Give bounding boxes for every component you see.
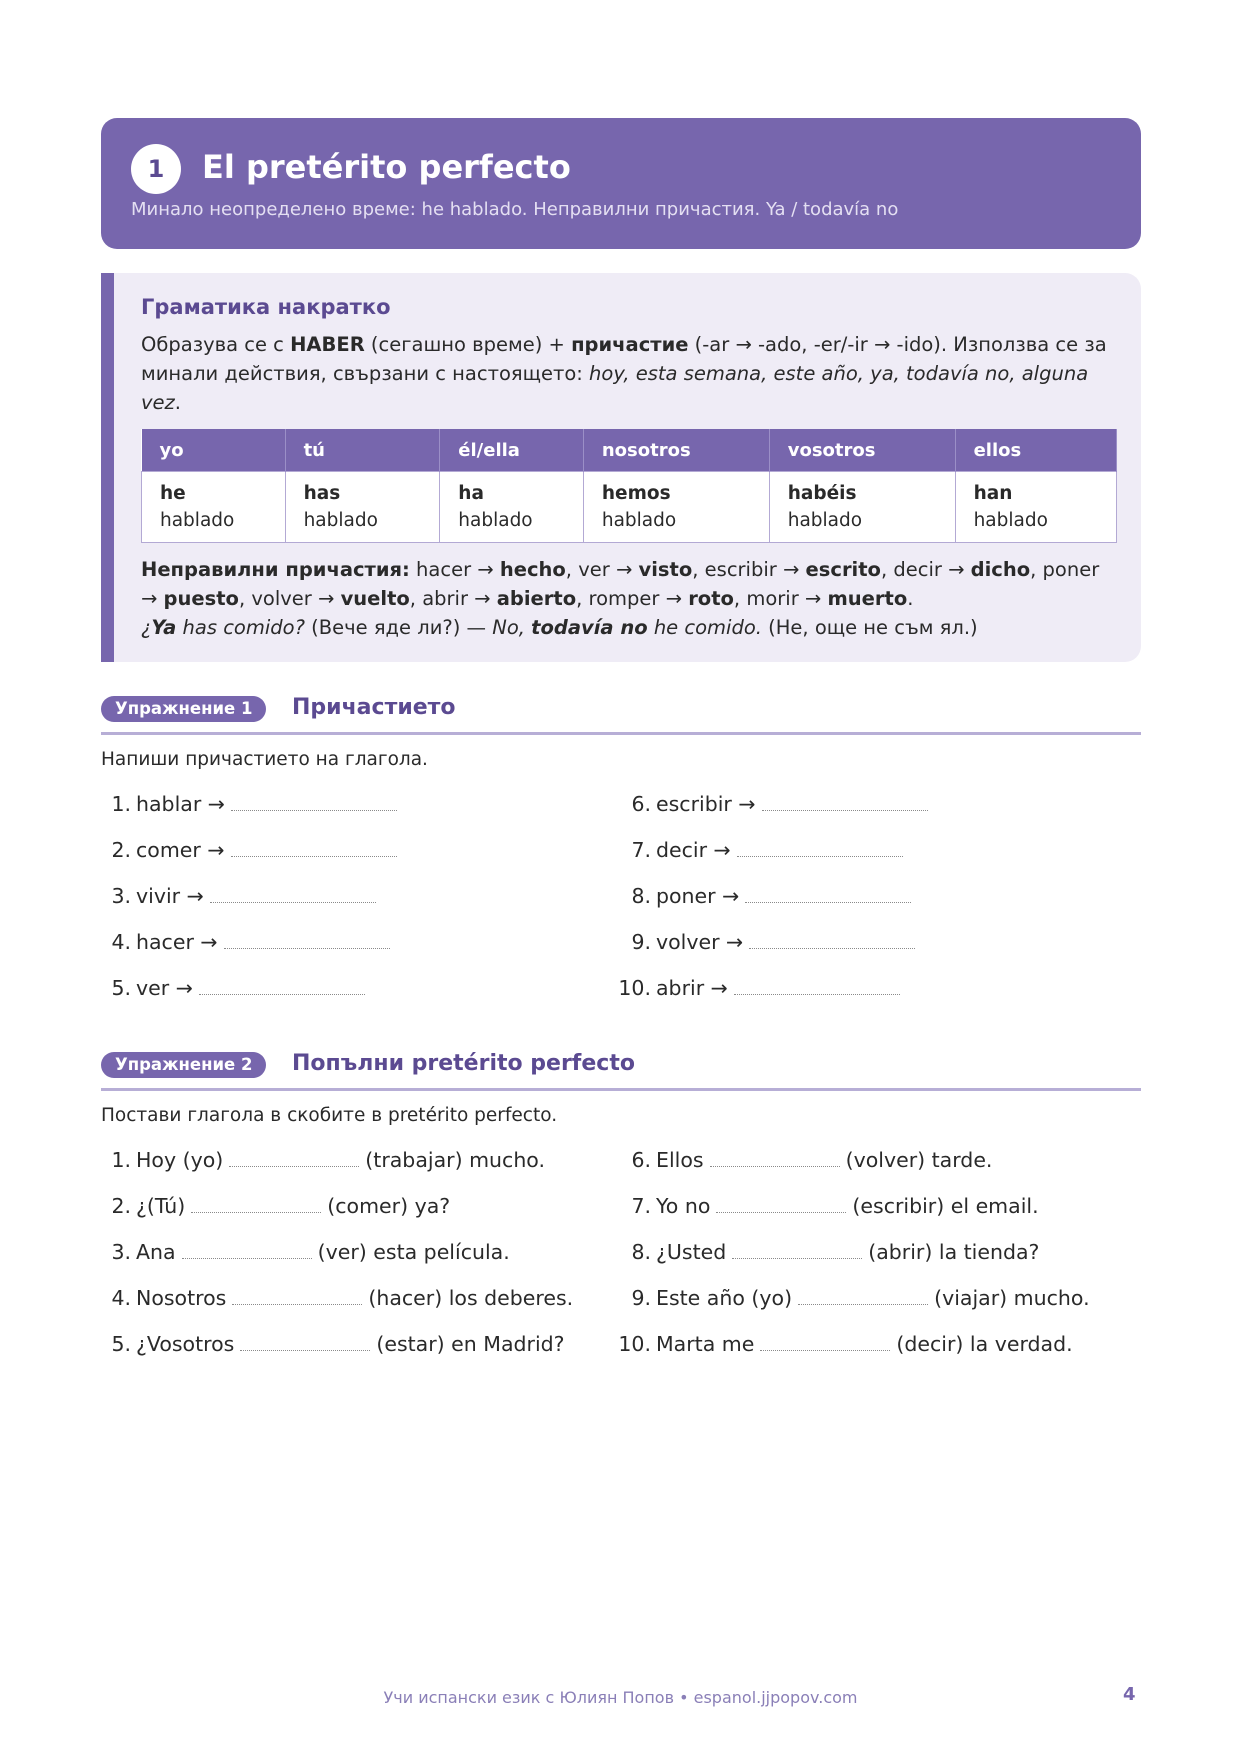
item-verb: escribir → [656,792,756,816]
irregular-infinitive: escribir [704,558,777,581]
irregular-participle: puesto [163,587,239,610]
example-translation: (Вече яде ли?) — [304,616,493,639]
exercise-2-title: Попълни pretérito perfecto [292,1051,635,1076]
item-number: 9. [631,930,651,954]
page-number: 4 [1123,1684,1136,1705]
lesson-number: 1 [131,144,181,194]
participle-form: hablado [160,510,235,531]
item-sentence-start: Este año (yo) [656,1286,793,1310]
grammar-intro [141,330,1114,417]
participle-form: hablado [458,510,533,531]
exercise-item [618,1329,1141,1375]
exercise-item [621,1237,1141,1283]
intro-text: (-ar → -ado, -er/-ir → -ido). Използва се за минали действия, свързани с настоящето: [141,333,1107,385]
item-sentence-start: ¿Vosotros [136,1332,235,1356]
worksheet-page [101,118,1141,1375]
item-sentence-end: (volver) tarde. [845,1148,993,1172]
answer-blank[interactable] [210,884,376,903]
item-verb: ver → [136,976,193,1000]
item-sentence-end: (ver) esta película. [317,1240,510,1264]
item-sentence-end: (escribir) el email. [852,1194,1039,1218]
conjugation-cell [440,472,584,543]
pronoun-header: ellos [955,429,1116,472]
pronoun-header: él/ella [440,429,584,472]
pronoun-header: tú [285,429,440,472]
irregular-infinitive: decir [893,558,942,581]
grammar-box [101,273,1141,662]
conjugation-cell [142,472,286,543]
participle-form: hablado [787,510,863,531]
exercise-1-right-column [618,789,1141,1019]
example-text: No, [492,616,532,639]
exercise-2-instruction: Постави глагола в скобите в pretérito perfecto. [101,1105,558,1126]
example-text: ¿ [141,616,152,639]
answer-blank[interactable] [231,792,397,811]
answer-blank[interactable] [737,838,903,857]
item-number: 1. [111,792,131,816]
exercise-item [621,1283,1141,1329]
irregular-infinitive: poner [1042,558,1100,581]
item-sentence-start: Ana [136,1240,176,1264]
item-number: 2. [111,1194,131,1218]
answer-blank[interactable] [732,1240,862,1259]
answer-blank[interactable] [232,1286,362,1305]
answer-blank[interactable] [745,884,911,903]
item-number: 10. [618,976,651,1000]
irregular-list: hacer → hecho, ver → visto, escribir → escrito, decir → dicho, poner → puesto, volver → vuelto, abrir → abierto, romper → roto, morir → muerto. [141,558,1100,610]
exercise-item [621,881,1141,927]
conjugation-table [141,429,1117,543]
exercise-1-instruction: Напиши причастието на глагола. [101,749,428,770]
item-number: 8. [631,884,651,908]
aux-form: hemos [601,483,671,504]
item-number: 6. [631,1148,651,1172]
irregular-infinitive: ver [578,558,610,581]
item-verb: vivir → [136,884,204,908]
intro-text: Образува се с [141,333,291,356]
irregular-infinitive: volver [251,587,312,610]
exercise-1-badge: Упражнение 1 [101,696,266,722]
item-number: 5. [111,976,131,1000]
item-verb: hablar → [136,792,225,816]
footer-text: Учи испански език с Юлиян Попов • espanol.jjpopov.com [383,1688,858,1707]
exercise-item [101,1329,621,1375]
item-sentence-end: (hacer) los deberes. [368,1286,574,1310]
item-verb: abrir → [656,976,728,1000]
item-number: 6. [631,792,651,816]
answer-blank[interactable] [760,1332,890,1351]
answer-blank[interactable] [716,1194,846,1213]
item-sentence-start: Ellos [656,1148,704,1172]
item-sentence-start: ¿Usted [656,1240,727,1264]
irregular-label: Неправилни причастия: [141,558,410,581]
answer-blank[interactable] [224,930,390,949]
irregular-participle: vuelto [340,587,410,610]
pronoun-header: vosotros [769,429,955,472]
item-sentence-start: Yo no [656,1194,711,1218]
item-sentence-start: ¿(Tú) [136,1194,186,1218]
item-sentence-end: (trabajar) mucho. [365,1148,546,1172]
participle-form: hablado [303,510,378,531]
answer-blank[interactable] [229,1148,359,1167]
participle-form: hablado [973,510,1048,531]
item-verb: hacer → [136,930,218,954]
answer-blank[interactable] [798,1286,928,1305]
conjugation-cell [583,472,769,543]
exercise-item [618,973,1141,1019]
irregular-participle: dicho [970,558,1031,581]
item-number: 4. [111,930,131,954]
answer-blank[interactable] [734,976,900,995]
ya-todavia-example [141,613,1114,642]
exercise-item [101,1191,621,1237]
pronoun-header: nosotros [583,429,769,472]
exercise-item [101,1283,621,1329]
answer-blank[interactable] [182,1240,312,1259]
exercise-1-title: Причастието [292,695,456,720]
exercise-2-items [101,1145,1141,1375]
exercise-item [101,835,621,881]
answer-blank[interactable] [199,976,365,995]
conjugation-cell [955,472,1116,543]
answer-blank[interactable] [191,1194,321,1213]
answer-blank[interactable] [762,792,928,811]
item-number: 8. [631,1240,651,1264]
exercise-item [621,789,1141,835]
answer-blank[interactable] [749,930,915,949]
aux-form: han [973,483,1013,504]
item-number: 7. [631,1194,651,1218]
item-verb: decir → [656,838,731,862]
item-number: 2. [111,838,131,862]
intro-text: (сегашно време) + [364,333,572,356]
irregular-infinitive: romper [588,587,660,610]
item-sentence-end: (comer) ya? [327,1194,451,1218]
intro-italic-markers: hoy, esta semana, este año, ya, todavía no, alguna vez [141,362,1089,414]
item-number: 3. [111,884,131,908]
exercise-item [101,789,621,835]
item-sentence-start: Marta me [656,1332,755,1356]
item-verb: volver → [656,930,744,954]
irregular-participle: muerto [827,587,908,610]
exercise-1-left-column [101,789,621,1019]
example-bold: todavía no [531,616,648,639]
irregular-participle: abierto [496,587,577,610]
exercise-2-left-column [101,1145,621,1375]
item-sentence-start: Nosotros [136,1286,227,1310]
item-number: 4. [111,1286,131,1310]
exercise-item [101,973,621,1019]
exercise-item [621,927,1141,973]
lesson-title: El pretérito perfecto [202,148,571,186]
intro-bold-participle: причастие [571,333,689,356]
example-text: has comido? [176,616,305,639]
irregular-infinitive: hacer [416,558,472,581]
exercise-item [621,1145,1141,1191]
conjugation-cell [769,472,955,543]
exercise-item [621,1191,1141,1237]
conjugation-cell [285,472,440,543]
irregular-participle: hecho [499,558,566,581]
irregular-participles [141,555,1114,613]
item-number: 1. [111,1148,131,1172]
exercise-item [101,1237,621,1283]
irregular-participle: escrito [805,558,881,581]
example-translation: (Не, още не съм ял.) [761,616,978,639]
item-number: 10. [618,1332,651,1356]
aux-form: ha [458,483,484,504]
answer-blank[interactable] [240,1332,370,1351]
item-sentence-start: Hoy (yo) [136,1148,224,1172]
exercise-item [621,835,1141,881]
aux-form: has [303,483,341,504]
answer-blank[interactable] [231,838,397,857]
exercise-2-right-column [618,1145,1141,1375]
exercise-1-header [101,692,1141,735]
lesson-header [101,118,1141,249]
aux-form: he [160,483,186,504]
exercise-item [101,881,621,927]
irregular-infinitive: morir [746,587,799,610]
item-sentence-end: (estar) en Madrid? [376,1332,565,1356]
item-number: 7. [631,838,651,862]
exercise-2-badge: Упражнение 2 [101,1052,266,1078]
irregular-infinitive: abrir [422,587,468,610]
item-verb: comer → [136,838,225,862]
intro-bold-haber: HABER [290,333,365,356]
answer-blank[interactable] [710,1148,840,1167]
exercise-2-header [101,1048,1141,1091]
irregular-participle: roto [688,587,734,610]
item-number: 9. [631,1286,651,1310]
exercise-item [101,1145,621,1191]
item-verb: poner → [656,884,740,908]
pronoun-header: yo [142,429,286,472]
item-number: 3. [111,1240,131,1264]
example-bold: Ya [151,616,177,639]
item-sentence-end: (abrir) la tienda? [868,1240,1040,1264]
aux-form: habéis [787,483,857,504]
item-number: 5. [111,1332,131,1356]
participle-form: hablado [601,510,677,531]
exercise-item [101,927,621,973]
intro-text: . [174,391,181,414]
irregular-participle: visto [638,558,693,581]
item-sentence-end: (decir) la verdad. [896,1332,1073,1356]
grammar-heading: Граматика накратко [141,295,391,319]
item-sentence-end: (viajar) mucho. [934,1286,1090,1310]
lesson-subtitle: Минало неопределено време: he hablado. Неправилни причастия. Ya / todavía no [131,199,899,220]
exercise-1-items [101,789,1141,1019]
example-text: he comido. [647,616,762,639]
